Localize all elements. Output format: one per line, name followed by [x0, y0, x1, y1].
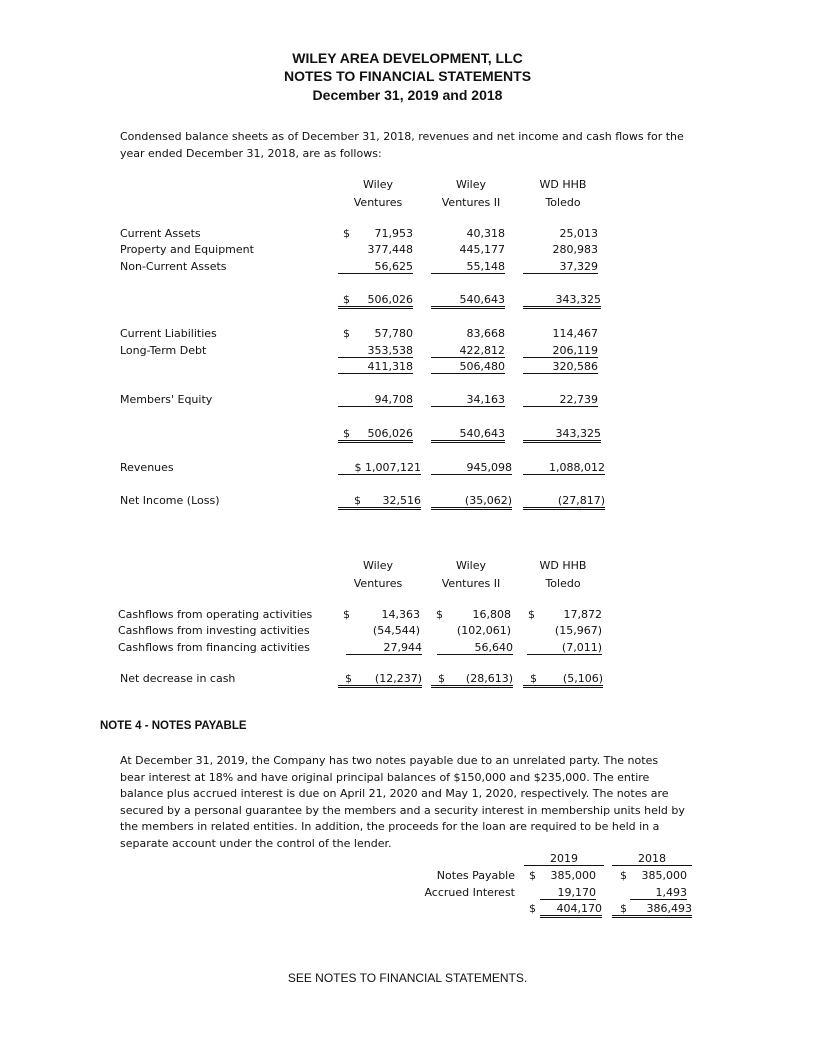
dollar-sign: $: [529, 869, 536, 882]
cell-total-assets-wv2: 540,643: [431, 293, 505, 309]
row-label-revenues: Revenues: [120, 461, 174, 474]
cell-notes-payable-2019: 385,000: [550, 869, 596, 882]
intro-line: year ended December 31, 2018, are as follows:: [120, 146, 382, 160]
cell-total-2018: 386,493: [612, 902, 692, 918]
cell-net-income-wv2: (35,062): [431, 494, 512, 510]
row-label-current-assets: Current Assets: [120, 227, 201, 240]
dollar-sign: $: [343, 608, 350, 621]
row-label-long-term-debt: Long-Term Debt: [120, 344, 207, 357]
dollar-sign: $: [343, 227, 350, 240]
cell-total-liab-equity-toledo: 343,325: [523, 427, 601, 443]
footer-note: SEE NOTES TO FINANCIAL STATEMENTS.: [287, 971, 528, 985]
cell-long-term-debt-wv2: 422,812: [431, 344, 505, 358]
cell-investing-wv2: (102,061): [456, 624, 511, 637]
note4-label-notes-payable: Notes Payable: [436, 869, 515, 882]
row-label-current-liabilities: Current Liabilities: [120, 327, 217, 340]
cell-members-equity-toledo: 22,739: [523, 393, 598, 407]
cell-total-liabilities-toledo: 320,586: [523, 360, 598, 374]
cell-members-equity-wv: 94,708: [338, 393, 413, 407]
cell-operating-wv2: 16,808: [472, 608, 511, 621]
document-title: NOTES TO FINANCIAL STATEMENTS: [283, 68, 532, 84]
cell-net-decrease-wv: (12,237): [338, 672, 422, 688]
row-label-net-income: Net Income (Loss): [120, 494, 220, 507]
cashflow-col-header-1-line1: Wiley: [362, 559, 394, 572]
note4-heading: NOTE 4 - NOTES PAYABLE: [100, 720, 247, 732]
cell-revenues-wv2: 945,098: [431, 461, 512, 475]
balance-col-header-2-line1: Wiley: [455, 178, 487, 191]
cell-accrued-interest-2018: 1,493: [630, 886, 687, 900]
cell-current-assets-toledo: 25,013: [559, 227, 598, 240]
cell-net-income-toledo: (27,817): [523, 494, 605, 510]
dollar-sign: $: [345, 672, 352, 685]
dollar-sign: $: [620, 869, 627, 882]
company-name: WILEY AREA DEVELOPMENT, LLC: [292, 50, 523, 66]
cell-total-liabilities-wv2: 506,480: [431, 360, 505, 374]
note4-line: separate account under the control of the lender.: [120, 836, 392, 850]
row-label-net-decrease: Net decrease in cash: [120, 672, 236, 685]
cell-total-assets-wv: 506,026: [338, 293, 413, 309]
dollar-sign: $: [620, 902, 627, 915]
cashflow-col-header-2-line2: Ventures II: [441, 577, 501, 590]
cell-operating-wv: 14,363: [381, 608, 420, 621]
cell-current-liabilities-wv2: 83,668: [466, 327, 505, 340]
balance-col-header-1-line2: Ventures: [353, 196, 403, 209]
note4-label-accrued-interest: Accrued Interest: [424, 886, 515, 899]
dollar-sign: $: [343, 327, 350, 340]
dollar-sign: $: [343, 293, 350, 306]
row-label-investing: Cashflows from investing activities: [118, 624, 310, 637]
note4-paragraph: [120, 753, 685, 853]
cell-total-liab-equity-wv: 506,026: [338, 427, 413, 443]
cell-financing-wv2: 56,640: [437, 641, 513, 655]
note4-line: the members in related entities. In addition, the proceeds for the loan are required to be held in a: [120, 820, 660, 834]
cell-current-assets-wv2: 40,318: [466, 227, 505, 240]
cell-property-equipment-wv2: 445,177: [459, 243, 505, 256]
dollar-sign: $: [438, 672, 445, 685]
cell-investing-toledo: (15,967): [554, 624, 602, 637]
balance-col-header-3-line1: WD HHB: [539, 178, 587, 191]
cell-net-decrease-wv2: (28,613): [431, 672, 513, 688]
cell-non-current-assets-toledo: 37,329: [523, 260, 598, 274]
cell-current-liabilities-toledo: 114,467: [552, 327, 598, 340]
row-label-financing: Cashflows from financing activities: [118, 641, 310, 654]
cell-total-2019: 404,170: [540, 902, 602, 918]
cell-accrued-interest-2019: 19,170: [540, 886, 596, 900]
cell-financing-toledo: (7,011): [527, 641, 602, 655]
balance-col-header-1-line1: Wiley: [362, 178, 394, 191]
cell-notes-payable-2018: 385,000: [641, 869, 687, 882]
cell-long-term-debt-wv: 353,538: [338, 344, 413, 358]
cashflow-col-header-3-line2: Toledo: [545, 577, 581, 590]
row-label-non-current-assets: Non-Current Assets: [120, 260, 227, 273]
cashflow-col-header-1-line2: Ventures: [353, 577, 403, 590]
note4-line: secured by a personal guarantee by the members and a security interest in membership units held by: [120, 803, 685, 817]
cell-current-liabilities-wv: 57,780: [374, 327, 413, 340]
cell-members-equity-wv2: 34,163: [431, 393, 505, 407]
cell-current-assets-wv: 71,953: [374, 227, 413, 240]
cell-non-current-assets-wv: 56,625: [338, 260, 413, 274]
note4-line: bear interest at 18% and have original principal balances of $150,000 and $235,000. The entire: [120, 770, 650, 784]
document-date: December 31, 2019 and 2018: [312, 87, 503, 103]
cell-net-income-wv: 32,516: [338, 494, 421, 510]
cell-investing-wv: (54,544): [372, 624, 420, 637]
row-label-members-equity: Members' Equity: [120, 393, 213, 406]
row-label-property-equipment: Property and Equipment: [120, 243, 254, 256]
cell-revenues-toledo: 1,088,012: [523, 461, 605, 475]
dollar-sign: $: [530, 672, 537, 685]
cell-financing-wv: 27,944: [346, 641, 422, 655]
note4-year-2018: 2018: [612, 852, 692, 866]
note4-line: At December 31, 2019, the Company has two notes payable due to an unrelated party. The notes: [120, 754, 659, 767]
cell-operating-toledo: 17,872: [563, 608, 602, 621]
cell-property-equipment-wv: 377,448: [367, 243, 413, 256]
balance-col-header-3-line2: Toledo: [545, 196, 581, 209]
balance-col-header-2-line2: Ventures II: [441, 196, 501, 209]
cell-total-assets-toledo: 343,325: [523, 293, 601, 309]
dollar-sign: $: [436, 608, 443, 621]
dollar-sign: $: [354, 494, 361, 507]
cell-property-equipment-toledo: 280,983: [552, 243, 598, 256]
cashflow-col-header-2-line1: Wiley: [455, 559, 487, 572]
row-label-operating: Cashflows from operating activities: [118, 608, 313, 621]
cell-non-current-assets-wv2: 55,148: [431, 260, 505, 274]
note4-line: balance plus accrued interest is due on April 21, 2020 and May 1, 2020, respectively. The notes are: [120, 787, 669, 801]
dollar-sign: $: [528, 608, 535, 621]
intro-paragraph: [120, 129, 684, 162]
cell-total-liabilities-wv: 411,318: [338, 360, 413, 374]
cell-long-term-debt-toledo: 206,119: [523, 344, 598, 358]
intro-line: Condensed balance sheets as of December 31, 2018, revenues and net income and cash flows for the: [120, 130, 684, 143]
dollar-sign: $: [529, 902, 536, 915]
dollar-sign: $: [343, 427, 350, 440]
note4-year-2019: 2019: [524, 852, 604, 866]
cashflow-col-header-3-line1: WD HHB: [539, 559, 587, 572]
cell-net-decrease-toledo: (5,106): [523, 672, 603, 688]
cell-total-liab-equity-wv2: 540,643: [431, 427, 505, 443]
cell-revenues-wv: $ 1,007,121: [338, 461, 421, 475]
